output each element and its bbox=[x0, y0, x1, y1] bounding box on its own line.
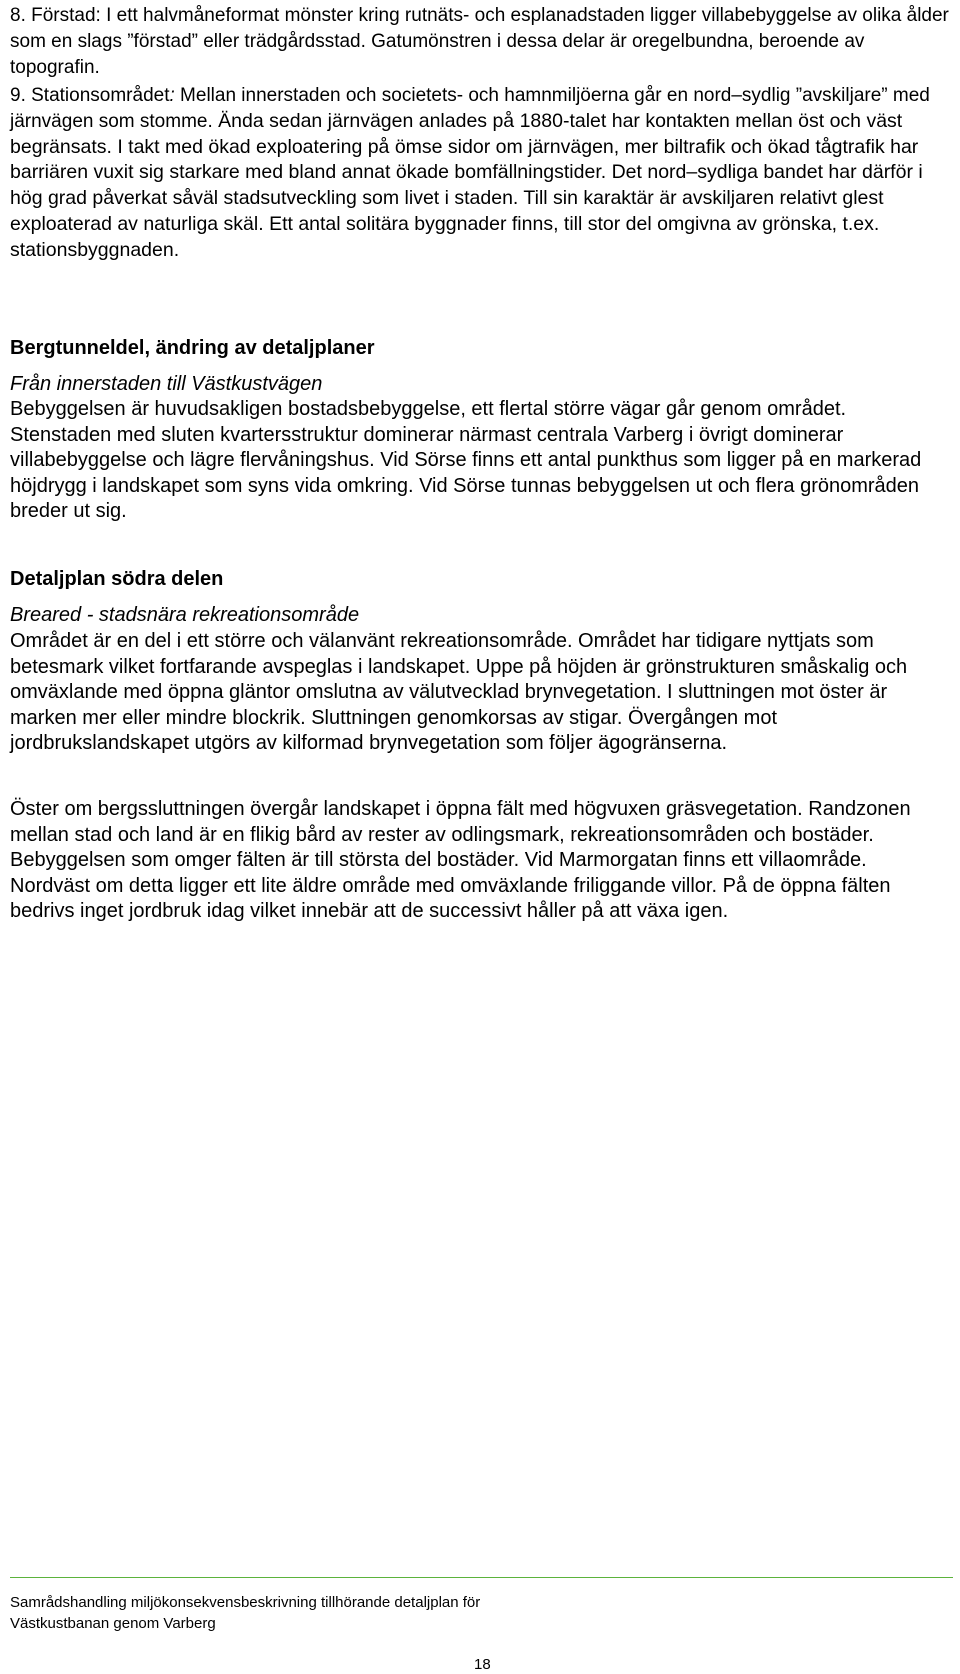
footer bbox=[10, 1592, 480, 1634]
footer-line-1: Samrådshandling miljökonsekvensbeskrivning tillhörande detaljplan för bbox=[10, 1594, 481, 1611]
subheading-fran-innerstaden: Från innerstaden till Västkustvägen bbox=[10, 373, 323, 395]
paragraph-stationsomradet bbox=[10, 83, 952, 264]
stationsomradet-label: 9. Stationsområdet bbox=[10, 85, 170, 106]
paragraph-forstad: 8. Förstad: I ett halvmåneformat mönster kring rutnäts- och esplanadstaden ligger villabebyggelse av olika ålder som en slags ”förstad” eller trädgårdsstad. Gatumönstren i dessa delar är oregelbundna, beroende av topografin. bbox=[10, 5, 949, 78]
stationsomradet-text: Mellan innerstaden och societets- och hamnmiljöerna går en nord–sydlig ”avskiljare” med järnvägen som stomme. bbox=[10, 85, 930, 132]
footer-line-2: Västkustbanan genom Varberg bbox=[10, 1615, 216, 1632]
paragraph-bebyggelsen: Bebyggelsen är huvudsakligen bostadsbebyggelse, ett flertal större vägar går genom området. Stenstaden med sluten kvartersstruktur dominerar närmast centrala Varberg i övrigt dominerar villabebyggelse och lägre flervåningshus. Vid Sörse finns ett antal punkthus som ligger på en markerad höjdrygg i landskapet som syns vida omkring. Vid Sörse tunnas bebyggelsen ut och flera grönområden breder ut sig. bbox=[10, 398, 922, 523]
stationsomradet-colon: : bbox=[169, 85, 175, 106]
heading-bergtunneldel: Bergtunneldel, ändring av detaljplaner bbox=[10, 337, 375, 359]
paragraph-omradet: Området är en del i ett större och välanvänt rekreationsområde. Området har tidigare nyttjats som betesmark vilket fortfarande avspeglas i landskapet. Uppe på höjden är grönstrukturen småskalig och omväxlande med öppna gläntor omslutna av välutvecklad brynvegetation. I sluttningen mot öster är marken mer eller mindre blockrik. Sluttningen genomkorsas av stigar. Övergången mot jordbrukslandskapet utgörs av kilformad brynvegetation som följer ägogränserna. bbox=[10, 630, 908, 755]
subheading-breared: Breared - stadsnära rekreationsområde bbox=[10, 604, 360, 626]
page-number: 18 bbox=[474, 1656, 491, 1673]
paragraph-oster-om-bergssluttningen: Öster om bergssluttningen övergår landskapet i öppna fält med högvuxen gräsvegetation. Randzonen mellan stad och land är en flikig bård av rester av odlingsmark, rekreationsområden och bostäder. Bebyggelsen som omger fälten är till största del bostäder. Vid Marmorgatan finns ett villaområde. Nordväst om detta ligger ett lite äldre område med omväxlande friliggande villor. På de öppna fälten bedrivs inget jordbruk idag vilket innebär att de successivt håller på att växa igen. bbox=[10, 798, 911, 923]
footer-divider bbox=[10, 1577, 953, 1578]
heading-detaljplan-sodra: Detaljplan södra delen bbox=[10, 568, 224, 590]
stationsomradet-rest: Ända sedan järnvägen anlades på 1880-talet har kontakten mellan öst och väst begränsats. I takt med ökad exploatering på ömse sidor om järnvägen, mer biltrafik och ökad tågtrafik har barriären vuxit sig starkare med bland annat ökade bomfällningstider. Det nord–sydliga bandet har därför i hög grad påverkat såväl stadsutveckling som livet i staden. Till sin karaktär är avskiljaren relativt glest exploaterad av naturliga skäl. Ett antal solitära byggnader finns, till stor del omgivna av grönska, t.ex. stationsbyggnaden. bbox=[10, 109, 923, 261]
